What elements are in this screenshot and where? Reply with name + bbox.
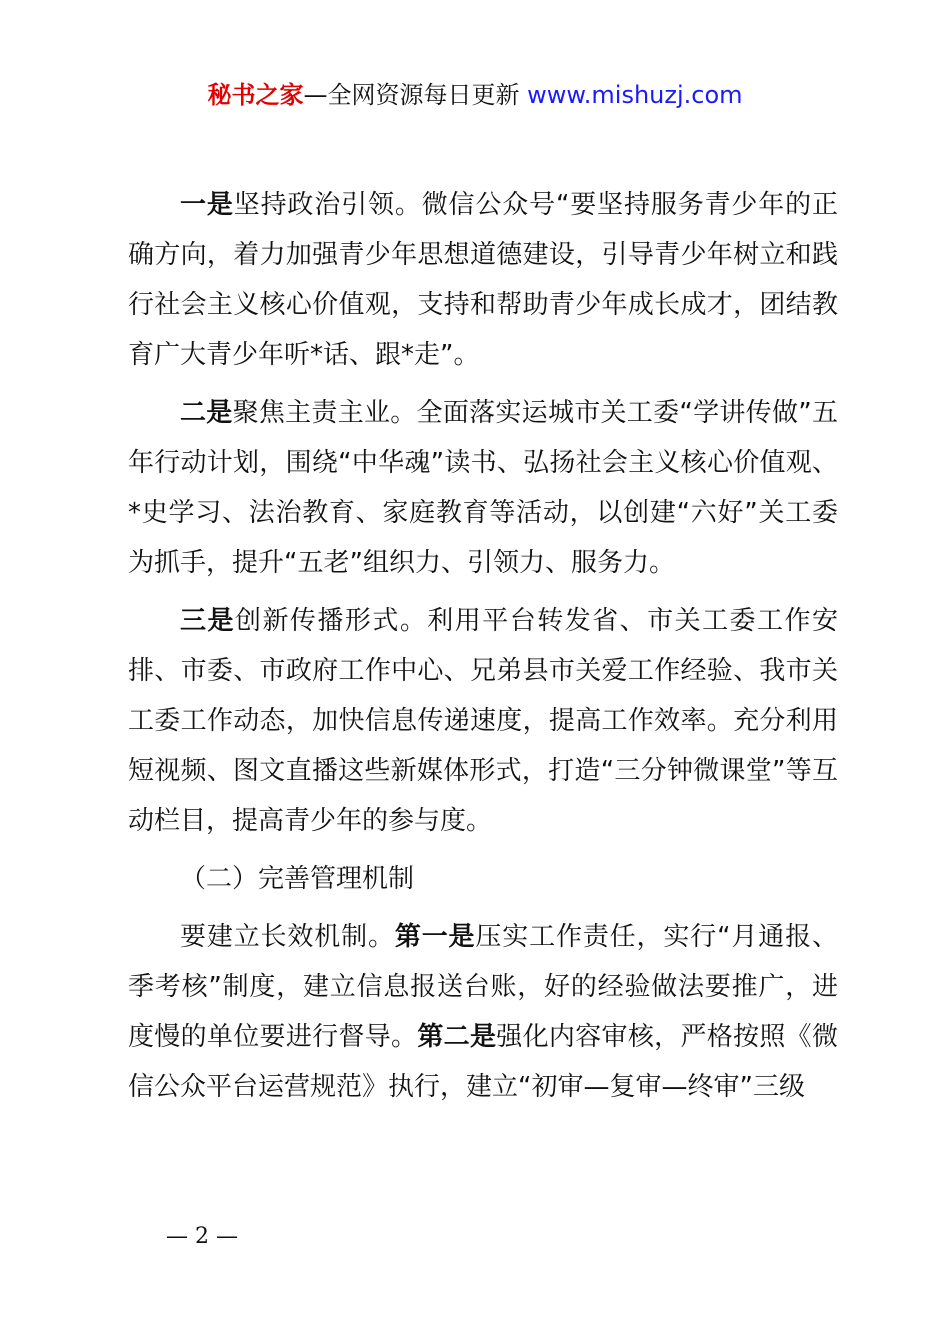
section-heading-text: （二）完善管理机制 (180, 864, 415, 894)
site-header (0, 78, 950, 112)
paragraph-2-lead: 二是 (180, 398, 233, 428)
paragraph-3 (128, 596, 838, 846)
paragraph-3-text: 创新传播形式。利用平台转发省、市关工委工作安排、市委、市政府工作中心、兄弟县市关爱工作经验、我市关工委工作动态，加快信息传递速度，提高工作效率。充分利用短视频、图文直播这些新媒体形式，打造“三分钟微课堂”等互动栏目，提高青少年的参与度。 (128, 606, 838, 836)
paragraph-1-text: 坚持政治引领。微信公众号“要坚持服务青少年的正确方向，着力加强青少年思想道德建设，引导青少年树立和践行社会主义核心价值观，支持和帮助青少年成长成才，团结教育广大青少年听*话、跟*走”。 (128, 190, 838, 370)
document-body (128, 180, 838, 1120)
paragraph-5 (128, 912, 838, 1112)
section-heading (128, 854, 838, 904)
paragraph-2-text: 聚焦主责主业。全面落实运城市关工委“学讲传做”五年行动计划，围绕“中华魂”读书、弘扬社会主义核心价值观、*史学习、法治教育、家庭教育等活动，以创建“六好”关工委为抓手，提升“五老”组织力、引领力、服务力。 (128, 398, 838, 578)
paragraph-1-lead: 一是 (180, 190, 234, 220)
paragraph-5-text-2: 压实工作责任，实行“月通报、季考核”制度，建立信息报送台账，好的经验做法要推广，进度慢的单位要进行督导。 (128, 922, 838, 1052)
paragraph-5-lead-2: 第二是 (417, 1022, 497, 1052)
paragraph-5-text-1: 要建立长效机制。 (180, 922, 395, 952)
paragraph-3-lead: 三是 (180, 606, 235, 636)
paragraph-1 (128, 180, 838, 380)
brand-name: 秘书之家 (207, 81, 304, 109)
site-url-link[interactable]: www.mishuzj.com (527, 81, 743, 109)
paragraph-5-text-3: 强化内容审核，严格按照《微信公众平台运营规范》执行，建立“初审—复审—终审”三级 (128, 1022, 838, 1102)
header-tagline: —全网资源每日更新 (303, 81, 520, 109)
paragraph-5-lead-1: 第一是 (394, 922, 476, 952)
paragraph-2 (128, 388, 838, 588)
page-number: — 2 — (166, 1224, 238, 1249)
